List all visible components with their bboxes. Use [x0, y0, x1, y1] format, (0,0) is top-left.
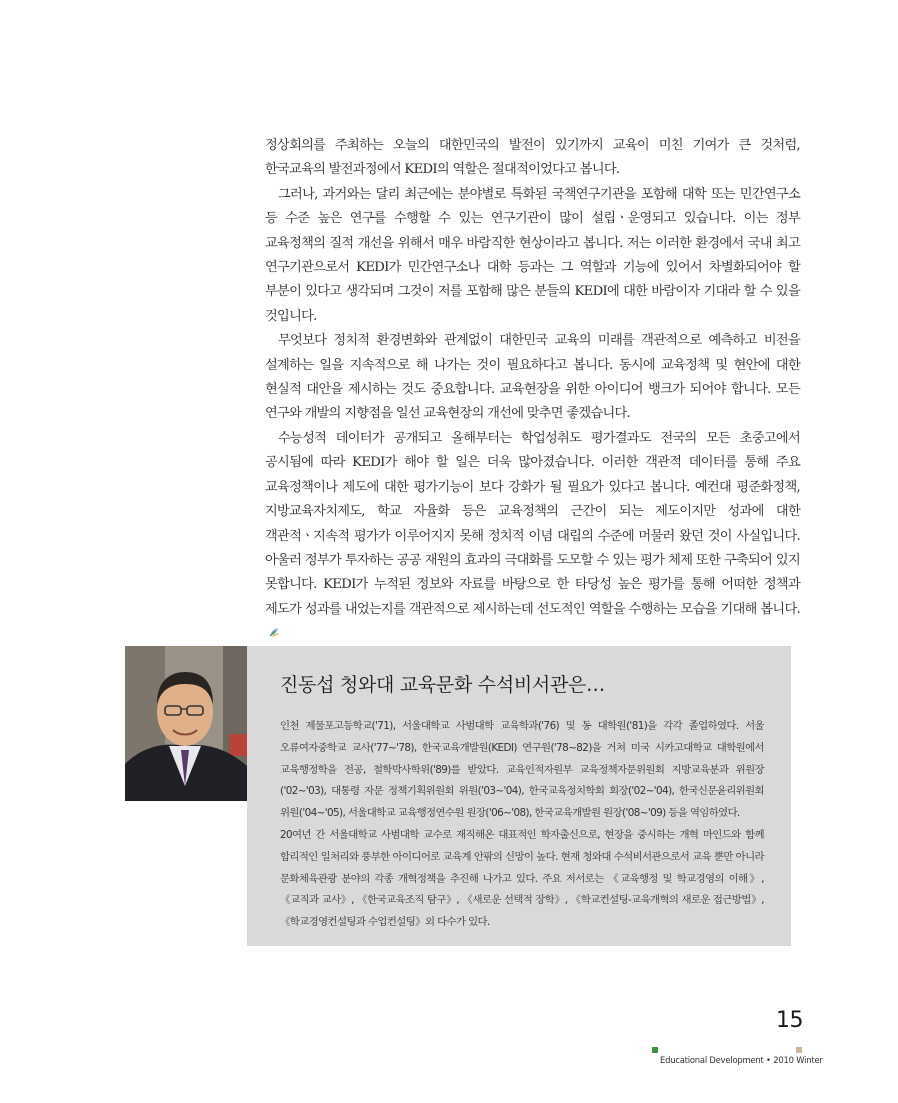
leaf-icon	[268, 626, 280, 638]
portrait-photo	[125, 646, 247, 801]
article-paragraph-3: 무엇보다 정치적 환경변화와 관계없이 대한민국 교육의 미래를 객관적으로 예측하고 비전을 설계하는 일을 지속적으로 해 나가는 것이 필요하다고 봅니다. 동시에 교육정책 및 현안에 대한 현실적 대안을 제시하는 것도 중요합니다. 교육현장을 위한 아이디어 뱅크가 되어야 합니다. 모든 연구와 개발의 지향점을 일선 교육현장의 개선에 맞추면 좋겠습니다.	[265, 333, 800, 422]
page-number: 15	[776, 1008, 803, 1033]
bio-title: 진동섭 청와대 교육문화 수석비서관은…	[280, 674, 605, 696]
article-body	[265, 134, 800, 647]
footer-square-right	[796, 1047, 802, 1053]
bio-paragraph-2: 20여년 간 서울대학교 사범대학 교수로 재직해온 대표적인 학자출신으로, 현장을 중시하는 개혁 마인드와 함께 합리적인 일처리와 풍부한 아이디어로 교육계 안팎의 신망이 높다. 현재 청와대 수석비서관으로서 교육 뿐만 아니라 문화체육관광 분야의 각종 개혁정책을 추진해 나가고 있다. 주요 저서로는 《교육행정 및 학교경영의 이해》, 《교직과 교사》, 《한국교육조직 탐구》, 《새로운 선택적 장학》, 《학교컨설팅-교육개혁의 새로운 접근방법》, 《학교경영컨설팅과 수업컨설팅》외 다수가 있다.	[280, 828, 764, 929]
article-paragraph-4: 수능성적 데이터가 공개되고 올해부터는 학업성취도 평가결과도 전국의 모든 초중고에서 공시됨에 따라 KEDI가 해야 할 일은 더욱 많아졌습니다. 이러한 객관적 데이터를 통해 주요 교육정책이나 제도에 대한 평가기능이 보다 강화가 될 필요가 있다고 봅니다. 예컨대 평준화정책, 지방교육자치제도, 학교 자율화 등은 교육정책의 근간이 되는 제도이지만 성과에 대한 객관적ㆍ지속적 평가가 이루어지지 못해 정치적 이념 대립의 수준에 머물러 왔던 것이 사실입니다. 아울러 정부가 투자하는 공공 재원의 효과의 극대화를 도모할 수 있는 평가 체제 또한 구축되어 있지 못합니다. KEDI가 누적된 정보와 자료를 바탕으로 한 타당성 높은 평가를 통해 어떠한 정책과 제도가 성과를 내었는지를 객관적으로 제시하는데 선도적인 역할을 수행하는 모습을 기대해 봅니다.	[265, 430, 800, 617]
article-paragraph-2: 그러나, 과거와는 달리 최근에는 분야별로 특화된 국책연구기관을 포함해 대학 또는 민간연구소 등 수준 높은 연구를 수행할 수 있는 연구기관이 많이 설립ㆍ운영되고 있습니다. 이는 정부 교육정책의 질적 개선을 위해서 매우 바람직한 현상이라고 봅니다. 저는 이러한 환경에서 국내 최고 연구기관으로서 KEDI가 민간연구소나 대학 등과는 그 역할과 기능에 있어서 차별화되어야 할 부분이 있다고 생각되며 그것이 저를 포함해 많은 분들의 KEDI에 대한 바람이자 기대라 할 수 있을 것입니다.	[265, 186, 800, 324]
article-paragraph-1: 정상회의를 주최하는 오늘의 대한민국의 발전이 있기까지 교육이 미친 기여가 큰 것처럼, 한국교육의 발전과정에서 KEDI의 역할은 절대적이었다고 봅니다.	[265, 138, 800, 178]
bio-text	[280, 716, 764, 934]
footer-publication: Educational Development • 2010 Winter	[660, 1055, 823, 1065]
article-paragraph-4-wrap	[265, 427, 800, 647]
portrait-illustration	[125, 646, 247, 801]
footer-square-left	[652, 1047, 658, 1053]
bio-paragraph-1: 인천 제물포고등학교('71), 서울대학교 사범대학 교육학과('76) 및 동 대학원('81)을 각각 졸업하였다. 서울 오류여자중학교 교사('77~'78), 한국교육개발원(KEDI) 연구원('78~82)을 거쳐 미국 시카고대학교 대학원에서 교육행정학을 전공, 철학박사학위('89)를 받았다. 교육인적자원부 교육정책자문위원회 지방교육분과 위원장('02~'03), 대통령 자문 정책기획위원회 위원('03~'04), 한국교육정치학회 회장('02~'04), 한국신문윤리위원회 위원('04~'05), 서울대학교 교육행정연수원 원장('06~'08), 한국교육개발원 원장('08~'09) 등을 역임하였다.	[280, 720, 764, 820]
bio-box	[247, 646, 791, 946]
